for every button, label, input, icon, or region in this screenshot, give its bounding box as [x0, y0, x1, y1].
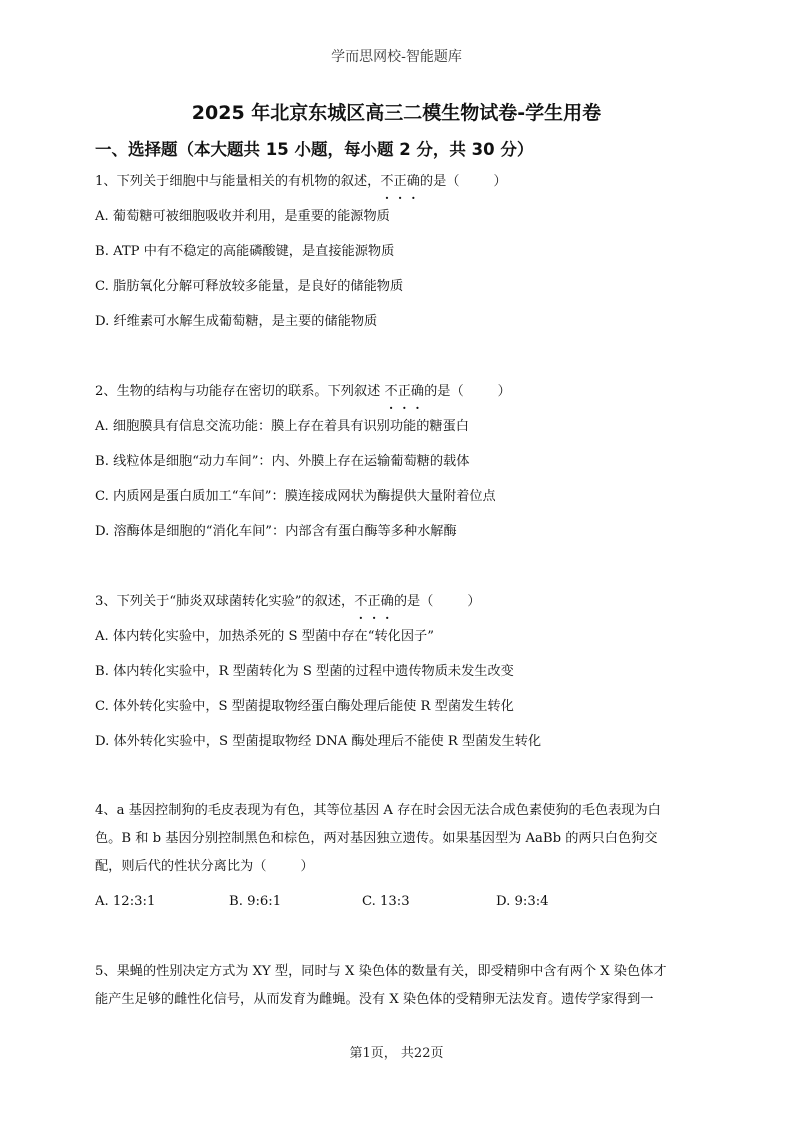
emphasis-char: 确	[406, 174, 420, 189]
emphasis-char: 正	[367, 594, 381, 609]
question-4-stem-line-3: 配，则后代的性状分离比为（ ）	[95, 859, 314, 874]
page-footer: 第1页， 共22页	[349, 1046, 444, 1061]
question-3-option-b: B. 体内转化实验中，R 型菌转化为 S 型菌的过程中遗传物质未发生改变	[95, 664, 514, 679]
question-2-stem: 2、生物的结构与功能存在密切的联系。下列叙述 不正确的是（ ）	[95, 384, 511, 399]
question-1-option-b: B. ATP 中有不稳定的高能磷酸键，是直接能源物质	[95, 244, 395, 259]
question-4-option-b: B. 9:6:1	[229, 894, 282, 909]
section-heading: 一、选择题（本大题共 15 小题，每小题 2 分，共 30 分）	[95, 140, 534, 159]
question-3-option-c: C. 体外转化实验中，S 型菌提取物经蛋白酶处理后能使 R 型菌发生转化	[95, 699, 514, 714]
question-2-option-d: D. 溶酶体是细胞的“消化车间”：内部含有蛋白酶等多种水解酶	[95, 524, 457, 539]
question-5-stem-line-1: 5、果蝇的性别决定方式为 XY 型，同时与 X 染色体的数量有关，即受精卵中含有两个 X 染色体才	[95, 964, 667, 979]
question-4-option-c: C. 13:3	[362, 894, 410, 909]
question-1-option-d: D. 纤维素可水解生成葡萄糖，是主要的储能物质	[95, 314, 378, 329]
emphasis-char: 确	[410, 384, 425, 399]
question-4-option-a: A. 12:3:1	[95, 894, 156, 909]
emphasis-char: 正	[397, 384, 411, 399]
question-4-stem-line-1: 4、a 基因控制狗的毛皮表现为有色，其等位基因 A 存在时会因无法合成色素使狗的毛色表现为白	[95, 803, 661, 818]
question-4-stem-line-2: 色。B 和 b 基因分别控制黑色和棕色，两对基因独立遗传。如果基因型为 AaBb 的两只白色狗交	[95, 831, 658, 846]
question-1-option-c: C. 脂肪氧化分解可释放较多能量，是良好的储能物质	[95, 279, 404, 294]
question-3-option-d: D. 体外转化实验中，S 型菌提取物经 DNA 酶处理后不能使 R 型菌发生转化	[95, 734, 542, 749]
document-title: 2025 年北京东城区高三二模生物试卷-学生用卷	[191, 102, 602, 124]
question-3-option-a: A. 体内转化实验中，加热杀死的 S 型菌中存在“转化因子”	[95, 629, 434, 644]
question-4-option-d: D. 9:3:4	[496, 894, 549, 909]
question-1-option-a: A. 葡萄糖可被细胞吸收并利用，是重要的能源物质	[95, 209, 390, 224]
page-header: 学而思网校-智能题库	[331, 49, 462, 65]
emphasis-char: 不	[384, 384, 398, 399]
question-2-option-a: A. 细胞膜具有信息交流功能：膜上存在着具有识别功能的糖蛋白	[95, 419, 469, 434]
question-2-option-b: B. 线粒体是细胞“动力车间”：内、外膜上存在运输葡萄糖的载体	[95, 454, 470, 469]
question-2-option-c: C. 内质网是蛋白质加工“车间”：膜连接成网状为酶提供大量附着位点	[95, 489, 496, 504]
question-3-stem: 3、下列关于“肺炎双球菌转化实验”的叙述，不正确的是（ ）	[95, 594, 481, 609]
question-1-stem: 1、下列关于细胞中与能量相关的有机物的叙述，不正确的是（ ）	[95, 174, 507, 189]
emphasis-char: 确	[380, 594, 394, 609]
emphasis-char: 不	[380, 174, 394, 189]
question-5-stem-line-2: 能产生足够的雌性化信号，从而发育为雌蝇。没有 X 染色体的受精卵无法发育。遗传学家得到一	[95, 992, 654, 1007]
emphasis-char: 正	[393, 174, 407, 189]
emphasis-char: 不	[354, 594, 368, 609]
